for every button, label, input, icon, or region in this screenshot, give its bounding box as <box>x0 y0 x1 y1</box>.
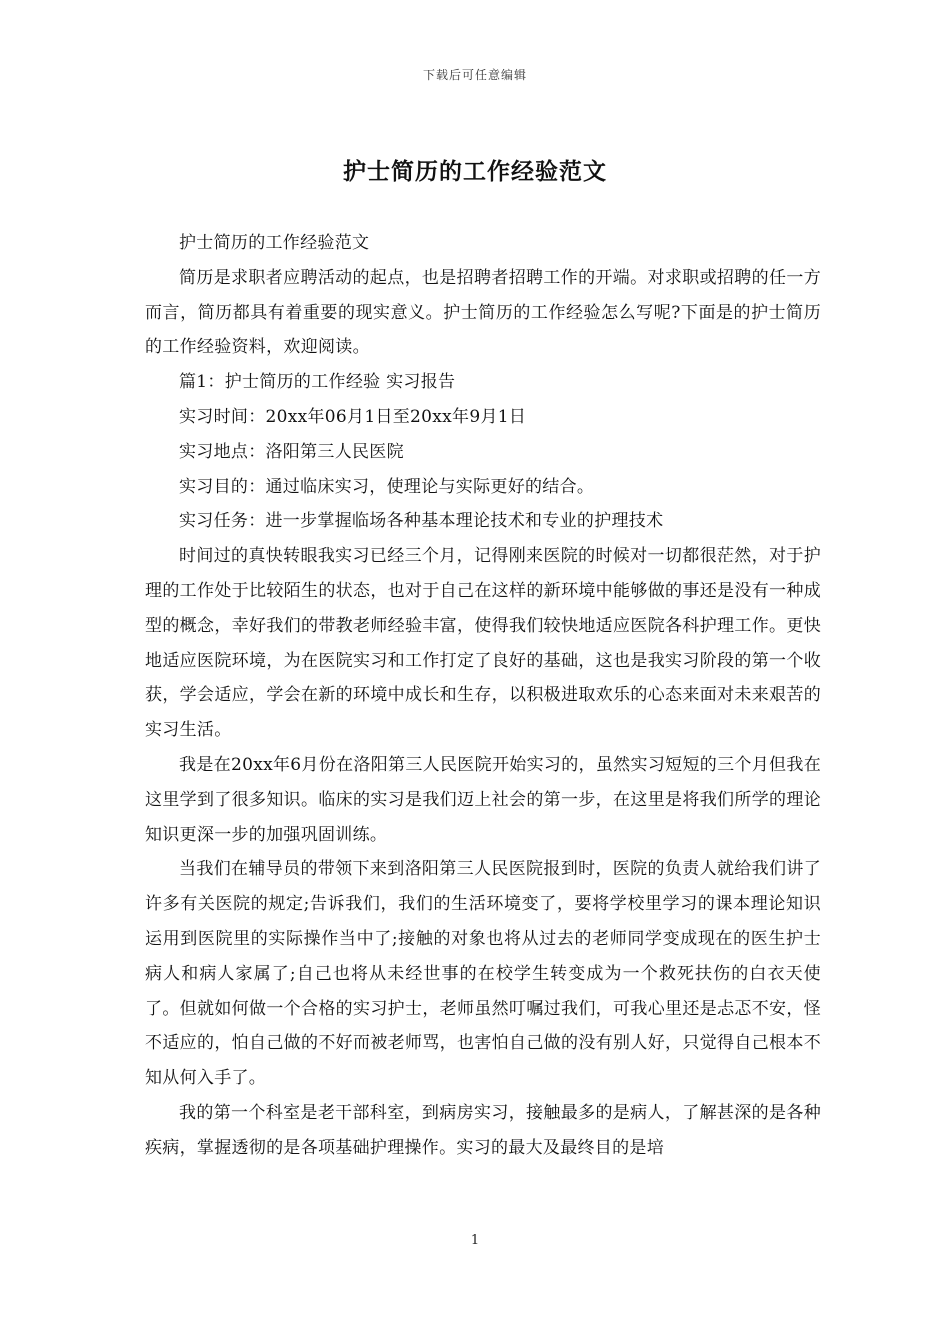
paragraph-intro: 简历是求职者应聘活动的起点，也是招聘者招聘工作的开端。对求职或招聘的任一方而言，简历都具有着重要的现实意义。护士简历的工作经验怎么写呢?下面是的护士简历的工作经验资料，欢迎阅读。 <box>145 267 821 358</box>
paragraph-internship-location: 实习地点：洛阳第三人民医院 <box>179 441 404 462</box>
paragraph-internship-purpose: 实习目的：通过临床实习，使理论与实际更好的结合。 <box>179 476 595 497</box>
paragraph-internship-task: 实习任务：进一步掌握临场各种基本理论技术和专业的护理技术 <box>179 511 664 532</box>
paragraph-body: 我是在20xx年6月份在洛阳第三人民医院开始实习的，虽然实习短短的三个月但我在这里学到了很多知识。临床的实习是我们迈上社会的第一步，在这里是将我们所学的理论知识更深一步的加强巩固训练。 <box>145 754 821 845</box>
paragraph-body: 当我们在辅导员的带领下来到洛阳第三人民医院报到时，医院的负责人就给我们讲了许多有关医院的规定;告诉我们，我们的生活环境变了，要将学校里学习的课本理论知识运用到医院里的实际操作当中了;接触的对象也将从过去的老师同学变成现在的医生护士病人和病人家属了;自己也将从未经世事的在校学生转变成为一个救死扶伤的白衣天使了。但就如何做一个合格的实习护士，老师虽然叮嘱过我们，可我心里还是忐忑不安，怪不适应的，怕自己做的不好而被老师骂，也害怕自己做的没有别人好，只觉得自己根本不知从何入手了。 <box>145 859 821 1089</box>
paragraph-section-heading: 篇1：护士简历的工作经验 实习报告 <box>179 372 456 393</box>
paragraph-subtitle: 护士简历的工作经验范文 <box>179 233 370 253</box>
header-note: 下载后可任意编辑 <box>422 68 527 82</box>
document-body <box>145 226 821 1166</box>
paragraph-internship-time: 实习时间：20xx年06月1日至20xx年9月1日 <box>179 406 527 427</box>
document-title: 护士简历的工作经验范文 <box>343 158 607 185</box>
page-number: 1 <box>470 1233 480 1248</box>
paragraph-body: 我的第一个科室是老干部科室，到病房实习，接触最多的是病人，了解甚深的是各种疾病，掌握透彻的是各项基础护理操作。实习的最大及最终目的是培 <box>145 1102 821 1158</box>
paragraph-body: 时间过的真快转眼我实习已经三个月，记得刚来医院的时候对一切都很茫然，对于护理的工作处于比较陌生的状态，也对于自己在这样的新环境中能够做的事还是没有一种成型的概念，幸好我们的带教老师经验丰富，使得我们较快地适应医院各科护理工作。更快地适应医院环境，为在医院实习和工作打定了良好的基础，这也是我实习阶段的第一个收获，学会适应，学会在新的环境中成长和生存，以积极进取欢乐的心态来面对未来艰苦的实习生活。 <box>145 546 821 741</box>
